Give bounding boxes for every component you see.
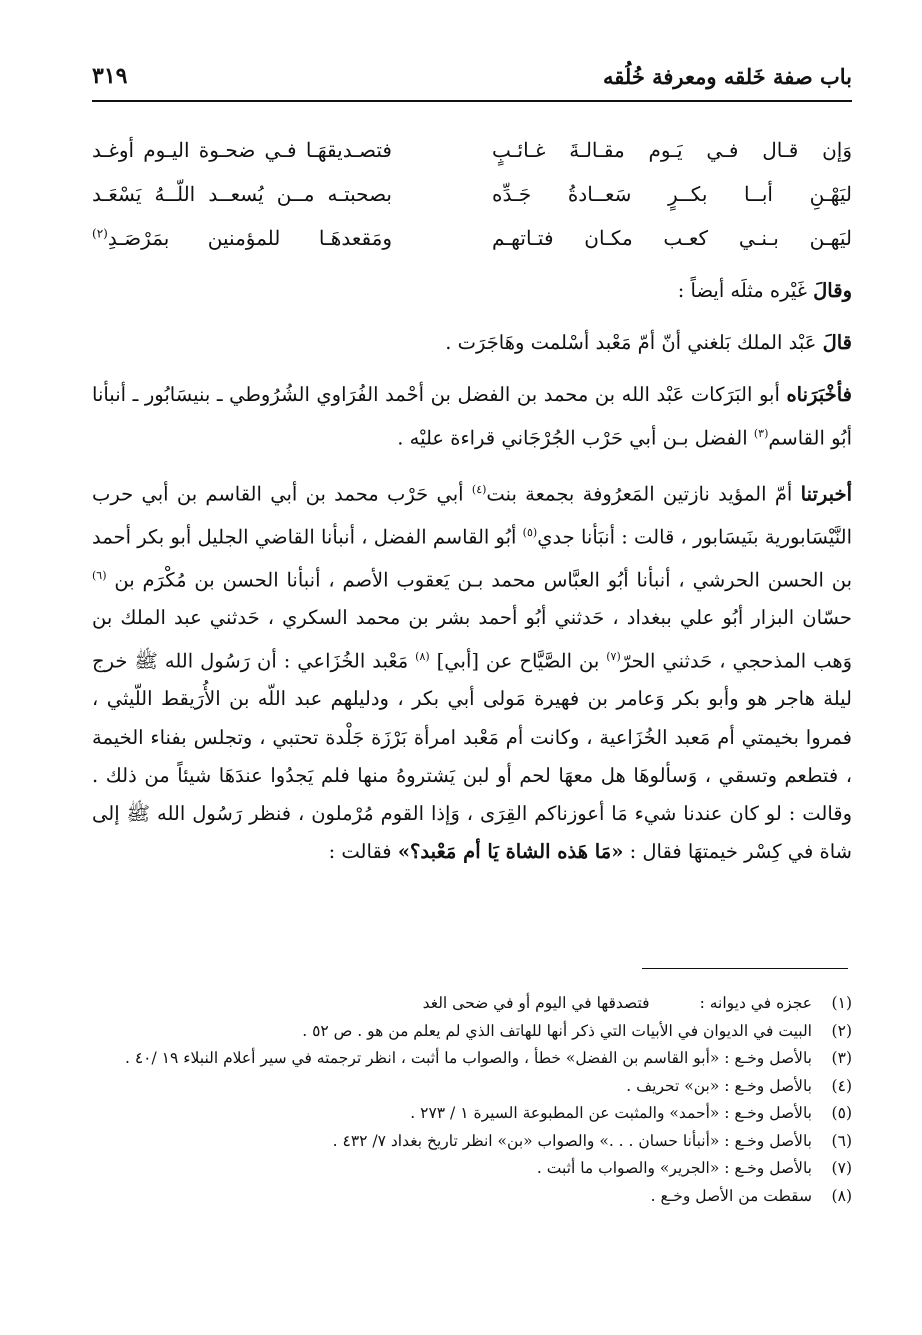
page-number: ٣١٩ <box>92 63 128 89</box>
footnote-text: بالأصل وخـع : «أنبأنا حسان . . .» والصواب «بن» انظر تاريخ بغداد ٧/ ٤٣٢ . <box>332 1131 812 1150</box>
paragraph <box>92 471 852 871</box>
footnote <box>92 1073 852 1101</box>
verse-second-hemistich <box>92 226 392 250</box>
paragraph-text: حسّان البزار أبُو علي ببغداد ، حَدثني أبُو أحمد بشر بن محمد السكري ، حَدثني عبد الملك بن وَهب المذحجي ، حَدثني الحرّ <box>92 606 853 673</box>
footnote <box>92 990 852 1018</box>
paragraph-text: عَبْد الملك بَلغني أنّ أمّ مَعْبد أسْلمت وهَاجَرَت . <box>445 331 817 355</box>
paragraph-text: بن الصَّيَّاح عن [أبي] <box>436 649 600 673</box>
paragraph-lead: قالَ <box>822 331 852 355</box>
footnote-text: بالأصل وخـع : «الجرير» والصواب ما أثبت . <box>536 1159 812 1177</box>
paragraph-text: أبُو القاسم الفضل ، أنبأنا القاضي الجليل أبو بكر أحمد بن الحسن الحرشي ، أنبأنا أبُو العبَّاس محمد بـن يَعقوب الأصم ، أنبأنا الحسن بن مُكْرَم بن <box>92 525 852 592</box>
footnote-text: البيت في الديوان في الأبيات التي ذكر أنها للهاتف الذي لم يعلم من هو . ص ٥٢ . <box>302 1021 812 1040</box>
footnote-number: (٤) <box>831 1076 852 1095</box>
footnote-number: (٨) <box>831 1186 852 1205</box>
poem-verses <box>92 128 852 260</box>
footnotes <box>92 990 852 1210</box>
footnote-marker: (٥) <box>522 526 538 540</box>
main-text <box>92 272 852 871</box>
page-header <box>92 58 852 94</box>
footnote <box>92 1183 852 1211</box>
footnote-number: (٥) <box>831 1104 852 1122</box>
paragraph-lead: وقالَ <box>813 279 852 302</box>
footnote-marker: (٢) <box>92 226 108 241</box>
paragraph-text: أمّ المؤيد نازتين المَعرُوفة بجمعة بنت <box>486 482 793 506</box>
paragraph-text: مَعْبد الخُزَاعي : أن رَسُول الله ﷺ خرج ليلة هاجر هو وأبو بكر وَعامر بن فهيرة مَولى أبي بكر ، ودليلهم عبد اللّه بن الأُرَيقط اللّيثي ، فمروا بخيمتي أم مَعبد الخُزَاعية ، وكانت أم مَعْبد امرأة بَرْزَة جَلْدة تحتبي ، وتجلس بفناء الخيمة ، فتطعم وتسقي ، وَسألوهَا هل معهَا لحم أو لبن يَشتروهُ منها فلم يَجدُوا عندَهَا شيئاً من ذلك . وقالت : لو كان عندنا شيء مَا أعوزناكم القِرَى ، وَإذا القوم مُرْملون ، فنظر رَسُول الله ﷺ إلى شاة في كِسْر خيمتهَا فقال : <box>92 649 852 864</box>
footnote-number: (٦) <box>831 1131 852 1150</box>
footnote-number: (٣) <box>831 1049 852 1067</box>
footnote-rule <box>642 968 848 969</box>
footnote <box>92 1045 852 1073</box>
verse-line <box>92 128 852 172</box>
footnote <box>92 1018 852 1046</box>
paragraph-text: أبو البَرَكات عَبْد الله بن محمد بن الفضل بن أحْمد الفُرَاوي الشُرُوطي ـ بنيسَابُور ـ أنبأنا أبُو القاسم <box>92 383 852 450</box>
footnote <box>92 1155 852 1183</box>
verse-first-hemistich: ليَهْـنِ أبــا بكــرٍ سَعــادةُ جَـدِّه <box>492 182 852 206</box>
verse-first-hemistich: ليَهـن بـنـي كعـب مكـان فتـاتهـم <box>492 226 852 250</box>
footnote-text: سقطت من الأصل وخـع . <box>650 1186 812 1205</box>
paragraph <box>92 376 852 457</box>
footnote-marker: (٣) <box>753 426 769 440</box>
footnote-marker: (٧) <box>606 649 621 663</box>
footnote-text: عجزه في ديوانه : <box>699 994 812 1012</box>
footnote-marker: (٤) <box>471 483 487 497</box>
footnote-number: (٢) <box>831 1021 852 1040</box>
footnote-number: (١) <box>831 994 852 1012</box>
footnote-marker: (٦) <box>92 568 107 582</box>
paragraph <box>92 272 852 310</box>
paragraph-text: فقالت : <box>328 840 392 864</box>
footnote-text-wrap <box>92 990 812 1018</box>
header-rule <box>92 100 852 102</box>
verse-line <box>92 216 852 260</box>
paragraph <box>92 324 852 362</box>
verse-text: ومَقعدهَـا للمؤمنين بمَرْصَـدِ <box>107 226 392 250</box>
verse-line <box>92 172 852 216</box>
footnote <box>92 1128 852 1156</box>
verse-first-hemistich: وَإن قـال فـي يَـوم مقـالـةَ غـائـبٍ <box>492 138 852 162</box>
footnote-number: (٧) <box>831 1159 852 1177</box>
verse-second-hemistich: فتصـديقهَـا فـي ضحـوة اليـوم أوغـد <box>92 138 392 162</box>
footnote-text: بالأصل وخـع : «بن» تحريف . <box>626 1076 812 1095</box>
paragraph-text: غَيْره مثلَه أيضاً : <box>677 279 807 302</box>
running-title: باب صفة خَلقه ومعرفة خُلُقه <box>602 63 852 89</box>
paragraph-text: أبي حَرْب محمد بن أبي القاسم بن أبي حرب النَّيْسَابورية بنَيسَابور ، قالت : أنبَأنا جدي <box>92 482 852 549</box>
footnote <box>92 1100 852 1128</box>
footnote-text: بالأصل وخـع : «أحمد» والمثبت عن المطبوعة السيرة ١ / ٢٧٣ . <box>410 1104 812 1122</box>
verse-second-hemistich: بصحبتـه مــن يُسعــد اللّــهُ يَسْعَـد <box>92 182 392 206</box>
paragraph-lead: أخبرتنا <box>800 482 853 506</box>
footnote-text: بالأصل وخـع : «أبو القاسم بن الفضل» خطأ ، والصواب ما أثبت ، انظر ترجمته في سير أعلام النبلاء ١٩ /٤٠ . <box>124 1049 812 1067</box>
paragraph-lead: فأخْبَرَناه <box>786 383 852 407</box>
prophet-quote: «مَا هَذه الشاة يَا أم مَعْبد؟» <box>397 840 624 864</box>
footnote-marker: (٨) <box>415 649 430 663</box>
paragraph-text: الفضل بـن أبي حَرْب الجُرْجَاني قراءة عليْه . <box>397 426 748 450</box>
footnote-verse-quote: فتصدقها في اليوم أو في ضحى الغد <box>422 994 650 1012</box>
